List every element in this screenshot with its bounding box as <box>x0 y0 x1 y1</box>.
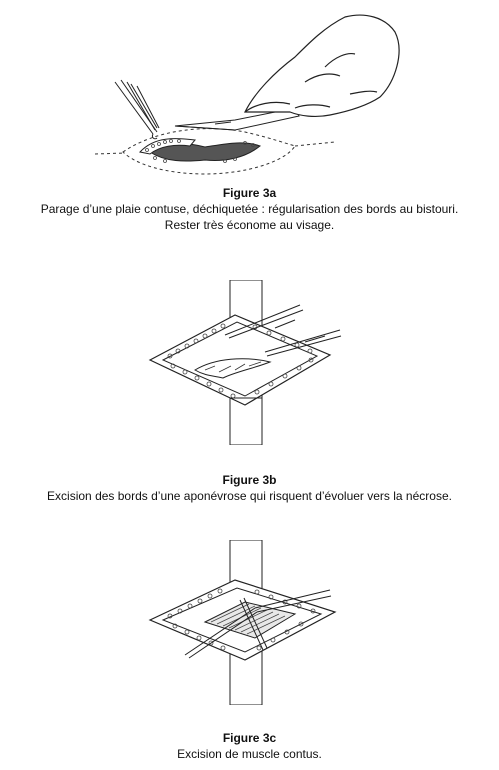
figure-3b-caption-line-1: Excision des bords d’une aponévrose qui risquent d’évoluer vers la nécrose. <box>47 489 452 503</box>
figure-3c-title: Figure 3c <box>222 731 277 745</box>
figure-3b-illustration <box>145 280 345 445</box>
figure-3b <box>0 280 499 510</box>
figure-3b-title: Figure 3b <box>222 473 277 487</box>
figure-3a-title: Figure 3a <box>222 186 277 200</box>
figure-3a <box>0 0 499 255</box>
figure-3a-illustration <box>95 12 425 182</box>
figure-3c-caption-line-1: Excision de muscle contus. <box>177 747 322 761</box>
figure-3a-caption-line-2: Rester très économe au visage. <box>164 218 335 232</box>
figure-3a-caption-line-1: Parage d’une plaie contuse, déchiquetée : régularisation des bords au bistouri. <box>40 202 459 216</box>
figure-3c-illustration <box>145 540 345 705</box>
hand <box>245 15 399 116</box>
forceps <box>115 80 159 139</box>
figure-3c <box>0 540 499 770</box>
